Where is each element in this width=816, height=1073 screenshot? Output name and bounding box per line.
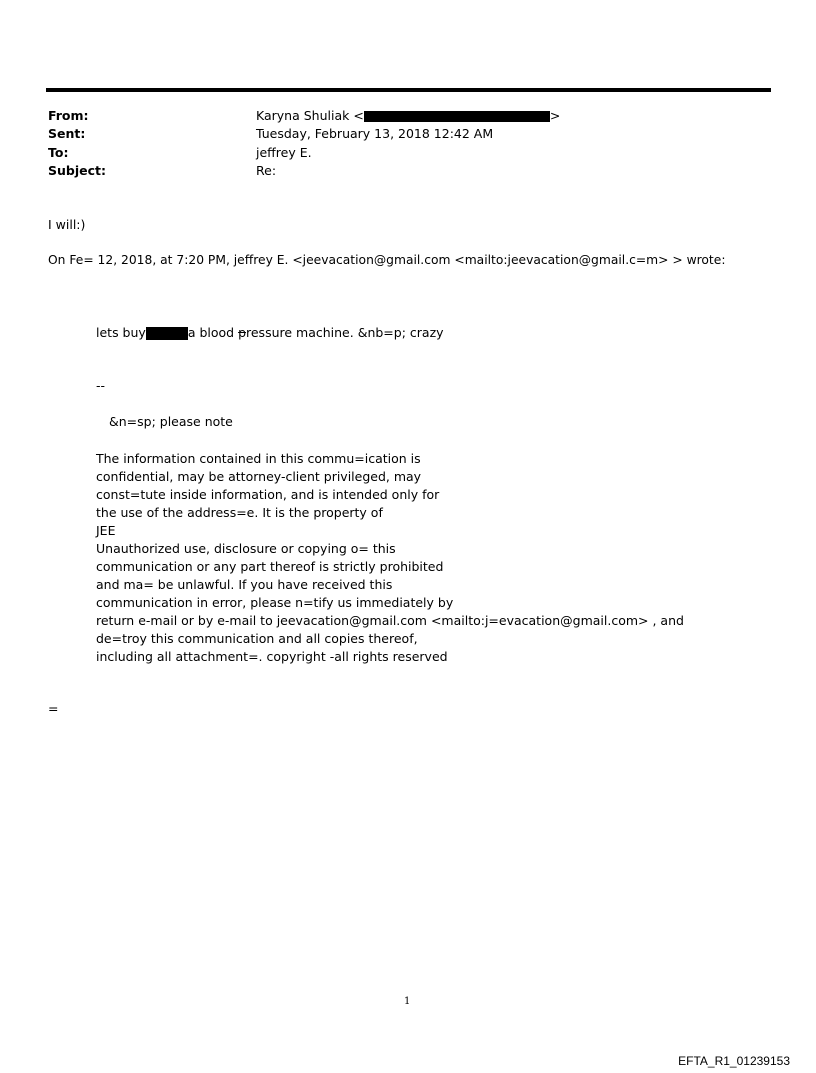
to-label: To: — [48, 145, 69, 160]
disclaimer-block — [96, 450, 696, 666]
disclaimer-line: communication or any part thereof is strictly prohibited — [96, 559, 444, 574]
disclaimer-line: The information contained in this commu=ication is — [96, 451, 421, 466]
disclaimer-line: and ma= be unlawful. If you have received this — [96, 577, 393, 592]
disclaimer-line: confidential, may be attorney-client privileged, may — [96, 469, 422, 484]
from-value — [256, 108, 560, 123]
page-number: 1 — [404, 996, 411, 1007]
quoted-text-start: lets buy — [96, 325, 146, 340]
sent-value: Tuesday, February 13, 2018 12:42 AM — [256, 126, 494, 141]
disclaimer-line: Unauthorized use, disclosure or copying o= this — [96, 541, 396, 556]
disclaimer-line: const=tute inside information, and is intended only for — [96, 487, 440, 502]
subject-label: Subject: — [48, 163, 106, 178]
header-rule — [46, 88, 771, 92]
quoted-text-end: ressure machine. &nb=p; crazy — [246, 325, 444, 340]
struck-text: p — [238, 325, 246, 340]
disclaimer-line: communication in error, please n=tify us immediately by — [96, 595, 454, 610]
disclaimer-line: JEE — [96, 523, 116, 538]
redaction-box — [146, 327, 188, 340]
from-label: From: — [48, 108, 89, 123]
please-note: &n=sp; please note — [109, 414, 233, 429]
trailer-char: = — [48, 701, 59, 716]
disclaimer-line: including all attachment=. copyright -all rights reserved — [96, 649, 448, 664]
sender-close: > — [549, 108, 561, 123]
quoted-text-mid: a blood — [187, 325, 239, 340]
signature-dash: -- — [96, 378, 106, 393]
redaction-box — [364, 111, 550, 122]
disclaimer-line: de=troy this communication and all copies thereof, — [96, 631, 418, 646]
sender-name: Karyna Shuliak < — [256, 108, 364, 123]
reply-text: I will:) — [48, 217, 86, 232]
disclaimer-line: return e-mail or by e-mail to jeevacation@gmail.com <mailto:j=evacation@gmail.com> , and — [96, 613, 684, 628]
to-value: jeffrey E. — [256, 145, 312, 160]
subject-value: Re: — [256, 163, 277, 178]
quoted-message-line — [96, 325, 444, 340]
disclaimer-line: the use of the address=e. It is the property of — [96, 505, 383, 520]
bates-id: EFTA_R1_01239153 — [678, 1054, 790, 1068]
sent-label: Sent: — [48, 126, 86, 141]
quote-intro: On Fe= 12, 2018, at 7:20 PM, jeffrey E. <jeevacation@gmail.com <mailto:jeevacation@gmail.c=m> > wrote: — [48, 253, 726, 267]
